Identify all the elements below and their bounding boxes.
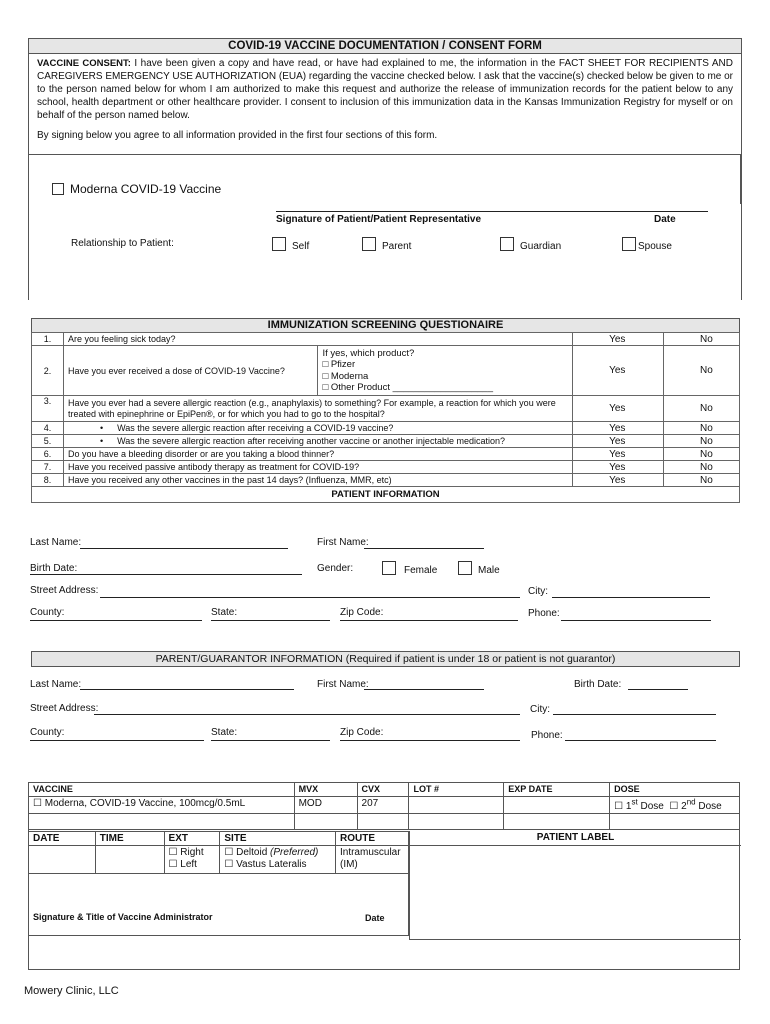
header-route: ROUTE <box>335 832 408 846</box>
lot-field[interactable] <box>409 797 504 814</box>
patient-phone-field[interactable] <box>561 620 711 621</box>
gender-male[interactable]: Male <box>458 561 500 576</box>
answer-yes[interactable]: Yes <box>573 461 664 474</box>
patient-last-name-field[interactable] <box>80 548 288 549</box>
guarantor-city-field[interactable] <box>553 714 716 715</box>
ext-left-option[interactable]: ☐ Left <box>168 859 197 870</box>
moderna-option[interactable] <box>52 182 221 196</box>
patient-last-name-label: Last Name: <box>30 537 82 548</box>
patient-birth-date-field[interactable] <box>30 574 302 575</box>
parent-checkbox[interactable] <box>362 237 376 251</box>
header-ext: EXT <box>164 832 220 846</box>
patient-birth-date-label: Birth Date: <box>30 563 78 574</box>
consent-section <box>28 38 742 300</box>
question-row: 3. Have you ever had a severe allergic reaction (e.g., anaphylaxis) to something? For example, a reaction for which you were treated with epinephrine or EpiPen®, or for which you had to go to the hospital? Yes No <box>32 396 740 422</box>
moderna-label: Moderna COVID-19 Vaccine <box>70 182 222 196</box>
guarantor-state-label: State: <box>211 727 238 738</box>
patient-state-label: State: <box>211 607 238 618</box>
administration-table <box>28 831 409 936</box>
guarantor-birth-date-label: Birth Date: <box>574 679 622 690</box>
vaccine-cell[interactable]: ☐ Moderna, COVID-19 Vaccine, 100mcg/0.5mL <box>29 797 295 814</box>
signature-date-label: Date <box>654 214 676 225</box>
admin-date-field[interactable] <box>29 846 96 874</box>
header-lot: LOT # <box>409 783 504 797</box>
guarantor-last-name-label: Last Name: <box>30 679 82 690</box>
relationship-parent[interactable]: Parent <box>362 237 411 252</box>
signature-line[interactable] <box>276 211 708 212</box>
header-time: TIME <box>95 832 164 846</box>
ext-right-option[interactable]: ☐ Right <box>168 847 204 858</box>
patient-phone-label: Phone: <box>528 608 560 619</box>
consent-divider <box>28 154 740 155</box>
header-cvx: CVX <box>357 783 409 797</box>
gender-female[interactable]: Female <box>382 561 437 576</box>
cvx-value: 207 <box>357 797 409 814</box>
header-dose: DOSE <box>610 783 740 797</box>
exp-date-field[interactable] <box>504 797 610 814</box>
route-value: Intramuscular (IM) <box>335 846 408 874</box>
answer-yes[interactable]: Yes <box>573 396 664 422</box>
header-date: DATE <box>29 832 96 846</box>
guarantor-title: PARENT/GUARANTOR INFORMATION (Required if patient is under 18 or patient is not guarantor) <box>31 651 740 667</box>
question-row: 4. • Was the severe allergic reaction after receiving a COVID-19 vaccine? Yes No <box>32 422 740 435</box>
patient-gender-label: Gender: <box>317 563 354 574</box>
patient-city-field[interactable] <box>552 597 710 598</box>
answer-yes[interactable]: Yes <box>573 422 664 435</box>
patient-street-field[interactable] <box>100 597 520 598</box>
consent-side-right <box>740 154 741 204</box>
product-moderna[interactable]: □ Moderna <box>322 370 369 382</box>
guarantor-county-field[interactable] <box>30 740 204 741</box>
header-vaccine: VACCINE <box>29 783 295 797</box>
guarantor-phone-label: Phone: <box>531 730 563 741</box>
guarantor-county-label: County: <box>30 727 65 738</box>
header-site: SITE <box>220 832 336 846</box>
footer-clinic: Mowery Clinic, LLC <box>24 985 119 997</box>
patient-label-header: PATIENT LABEL <box>410 831 741 846</box>
guarantor-first-name-field[interactable] <box>364 689 484 690</box>
admin-section <box>28 782 740 970</box>
vaccine-name: Moderna, COVID-19 Vaccine, 100mcg/0.5mL <box>44 798 246 809</box>
guarantor-zip-label: Zip Code: <box>340 727 384 738</box>
question-5: Was the severe allergic reaction after receiving another vaccine or another injectable medication? <box>117 436 505 446</box>
screening-table <box>31 332 740 487</box>
answer-yes[interactable]: Yes <box>573 435 664 448</box>
answer-no[interactable]: No <box>664 474 740 487</box>
patient-county-label: County: <box>30 607 65 618</box>
question-row: 7. Have you received passive antibody therapy as treatment for COVID-19? Yes No <box>32 461 740 474</box>
header-exp: EXP DATE <box>504 783 610 797</box>
screening-section <box>31 318 740 503</box>
guarantor-street-field[interactable] <box>94 714 520 715</box>
patient-zip-label: Zip Code: <box>340 607 384 618</box>
product-options: If yes, which product? □ Pfizer □ Moderna □ Other Product ___________________ <box>318 346 573 396</box>
question-4: Was the severe allergic reaction after receiving a COVID-19 vaccine? <box>117 423 394 433</box>
answer-no[interactable]: No <box>664 461 740 474</box>
question-row: 6. Do you have a bleeding disorder or are you taking a blood thinner? Yes No <box>32 448 740 461</box>
guarantor-street-label: Street Address: <box>30 703 99 714</box>
guarantor-city-label: City: <box>530 704 550 715</box>
patient-info-title: PATIENT INFORMATION <box>31 487 740 503</box>
patient-street-label: Street Address: <box>30 585 99 596</box>
consent-lead: VACCINE CONSENT: <box>37 58 131 69</box>
patient-city-label: City: <box>528 586 548 597</box>
signature-label: Signature of Patient/Patient Representative <box>276 214 482 225</box>
dose-2-option[interactable]: ☐ 2nd Dose <box>669 798 722 813</box>
answer-no[interactable]: No <box>664 333 740 346</box>
spouse-checkbox[interactable] <box>622 237 636 251</box>
question-1: Are you feeling sick today? <box>63 333 572 346</box>
question-7: Have you received passive antibody therapy as treatment for COVID-19? <box>63 461 572 474</box>
relationship-spouse[interactable]: Spouse <box>622 237 672 252</box>
header-mvx: MVX <box>294 783 357 797</box>
male-checkbox[interactable] <box>458 561 472 575</box>
admin-time-field[interactable] <box>95 846 164 874</box>
consent-side-left <box>28 154 29 204</box>
answer-yes[interactable]: Yes <box>573 474 664 487</box>
answer-no[interactable]: No <box>664 422 740 435</box>
patient-first-name-label: First Name: <box>317 537 369 548</box>
product-pfizer[interactable]: □ Pfizer <box>322 359 356 370</box>
site-deltoid-option[interactable]: ☐ Deltoid (Preferred) <box>224 847 319 858</box>
female-checkbox[interactable] <box>382 561 396 575</box>
answer-yes[interactable]: Yes <box>573 346 664 396</box>
consent-body: I have been given a copy and have read, or have had explained to me, the information in the FACT SHEET FOR RECIPIENTS AND CAREGIVERS EMERGENCY USE AUTHORIZATION (EUA) regarding the vaccine checked below. I ask that the vaccine(s) checked below be given to me or to the person named below for whom I am authorized to make this request and authorize the release of immunization records for the patient below to any school, health department or other healthcare provider. I consent to inclusion of this immunization data in the Kansas Immunization Registry for myself or on behalf of the person named below. <box>37 58 734 121</box>
patient-label-box <box>409 831 741 940</box>
mvx-value: MOD <box>294 797 357 814</box>
guardian-checkbox[interactable] <box>500 237 514 251</box>
guarantor-last-name-field[interactable] <box>80 689 294 690</box>
administrator-date-label: Date <box>365 913 385 923</box>
self-checkbox[interactable] <box>272 237 286 251</box>
consent-agree: By signing below you agree to all information provided in the first four sections of this form. <box>37 130 438 141</box>
answer-no[interactable]: No <box>664 435 740 448</box>
product-other[interactable]: □ Other Product ___________________ <box>322 382 493 393</box>
answer-no[interactable]: No <box>664 346 740 396</box>
answer-yes[interactable]: Yes <box>573 333 664 346</box>
answer-no[interactable]: No <box>664 396 740 422</box>
ext-options <box>164 846 220 874</box>
administrator-signature-label: Signature & Title of Vaccine Administrator <box>33 912 213 922</box>
consent-text-block <box>29 54 741 122</box>
guarantor-phone-field[interactable] <box>565 740 716 741</box>
patient-county-field[interactable] <box>30 620 202 621</box>
question-6: Do you have a bleeding disorder or are you taking a blood thinner? <box>63 448 572 461</box>
vaccine-table <box>28 782 740 830</box>
question-2: Have you ever received a dose of COVID-19 Vaccine? <box>63 346 318 396</box>
consent-title: COVID-19 VACCINE DOCUMENTATION / CONSENT FORM <box>28 38 742 54</box>
moderna-checkbox[interactable] <box>52 183 64 195</box>
guarantor-zip-field[interactable] <box>340 740 520 741</box>
guarantor-birth-date-field[interactable] <box>628 689 688 690</box>
relationship-guardian[interactable]: Guardian <box>500 237 561 252</box>
administrator-signature-field[interactable] <box>29 874 409 936</box>
patient-zip-field[interactable] <box>340 620 518 621</box>
relationship-label: Relationship to Patient: <box>71 238 174 249</box>
patient-state-field[interactable] <box>211 620 330 621</box>
site-options <box>220 846 336 874</box>
question-row: 5. • Was the severe allergic reaction after receiving another vaccine or another injectable medication? Yes No <box>32 435 740 448</box>
question-row: 8. Have you received any other vaccines in the past 14 days? (Influenza, MMR, etc) Yes No <box>32 474 740 487</box>
dose-options <box>610 797 740 814</box>
question-3: Have you ever had a severe allergic reaction (e.g., anaphylaxis) to something? For example, a reaction for which you were treated with epinephrine or EpiPen®, or for which you had to go to the hospital? <box>63 396 572 422</box>
guarantor-first-name-label: First Name: <box>317 679 369 690</box>
question-8: Have you received any other vaccines in the past 14 days? (Influenza, MMR, etc) <box>63 474 572 487</box>
answer-no[interactable]: No <box>664 448 740 461</box>
patient-first-name-field[interactable] <box>364 548 484 549</box>
dose-1-option[interactable]: ☐ 1st Dose <box>614 798 664 813</box>
question-row: 2. Have you ever received a dose of COVID-19 Vaccine? If yes, which product? □ Pfizer □ Moderna □ Other Product ___________________ Yes No <box>32 346 740 396</box>
question-row: 1. Are you feeling sick today? Yes No <box>32 333 740 346</box>
relationship-self[interactable]: Self <box>272 237 309 252</box>
site-vastus-option[interactable]: ☐ Vastus Lateralis <box>224 859 307 870</box>
screening-title: IMMUNIZATION SCREENING QUESTIONAIRE <box>31 318 740 332</box>
answer-yes[interactable]: Yes <box>573 448 664 461</box>
guarantor-state-field[interactable] <box>211 740 330 741</box>
